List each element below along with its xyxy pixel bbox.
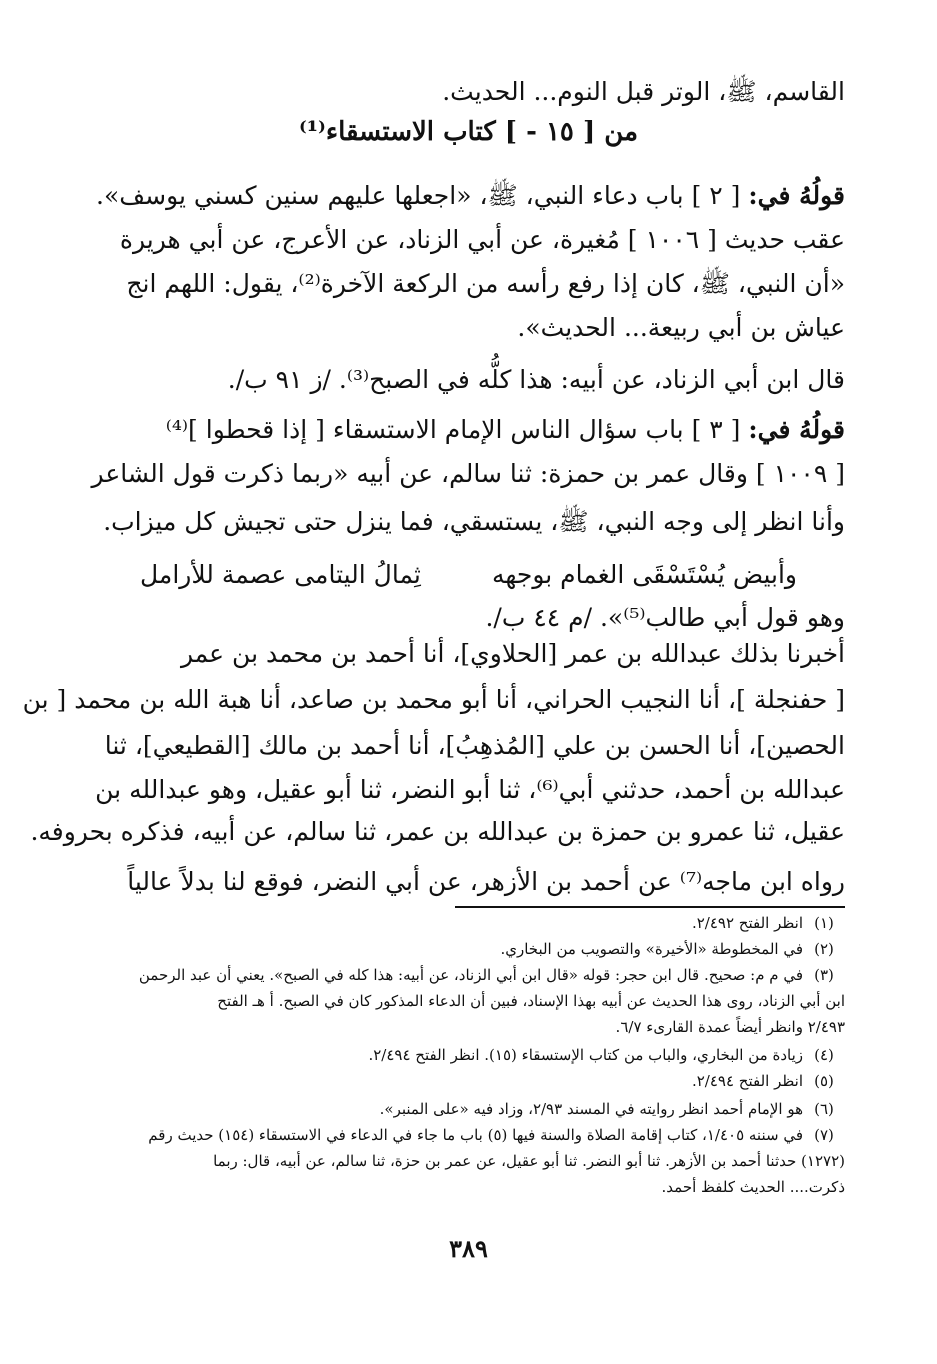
footnote-item <box>105 1122 845 1148</box>
paragraph-6-line-3: الحصين]، أنا الحسن بن علي [المُذهِبُ]، أنا أحمد بن مالك [القطيعي]، ثنا <box>104 731 845 760</box>
footnote-text: انظر الفتح ٢/٤٩٢. <box>691 914 803 932</box>
footnote-number: (٤) <box>814 1046 834 1064</box>
footnote-item <box>105 910 845 936</box>
chapter-heading: من [ ١٥ - ] كتاب الاستسقاء⁽¹⁾ <box>298 117 639 147</box>
page-number: ٣٨٩ <box>449 1234 488 1263</box>
footnote-item <box>105 1096 845 1122</box>
footnote-item <box>105 962 845 988</box>
footnote-continuation: ذكرت.... الحديث كلفظ أحمد. <box>661 1178 845 1196</box>
poem-hemistich-1: وأبيض يُسْتَسْقَى الغمام بوجهه <box>491 560 797 589</box>
footnote-text: زيادة من البخاري، والباب من كتاب الإستسقاء (١٥). انظر الفتح ٢/٤٩٤. <box>368 1046 803 1064</box>
paragraph-1-line-1 <box>96 181 845 210</box>
paragraph-2: قال ابن أبي الزناد، عن أبيه: هذا كلُّه في الصبح⁽³⁾. /ز ٩١ ب/. <box>227 365 845 394</box>
footnote-number: (١) <box>814 914 834 932</box>
paragraph-1-line-2: عقب حديث [ ١٠٠٦ ] مُغيرة، عن أبي الزناد، عن الأعرج، عن أبي هريرة <box>119 225 845 254</box>
footnote-text: في سننه ١/٤٠٥، كتاب إقامة الصلاة والسنة فيها (٥) باب ما جاء في الدعاء في الاستسقاء (١٥٤) حديث رقم <box>148 1126 803 1144</box>
paragraph-6-line-4: عبدالله بن أحمد، حدثني أبي⁽⁶⁾، ثنا أبو النضر، ثنا أبو عقيل، وهو عبدالله بن <box>95 775 845 804</box>
paragraph-4-line-2: وأنا انظر إلى وجه النبي، ﷺ، يستسقي، فما ينزل حتى تجيش كل ميزاب. <box>103 507 845 536</box>
footnote-number: (٣) <box>814 966 834 984</box>
footnote-text: في المخطوطة «الأخيرة» والتصويب من البخاري. <box>500 940 803 958</box>
top-line: القاسم، ﷺ، الوتر قبل النوم... الحديث. <box>442 77 845 106</box>
poem-hemistich-2: ثِمالُ اليتامى عصمة للأرامل <box>140 560 421 589</box>
paragraph-text: [ ٣ ] باب سؤال الناس الإمام الاستسقاء [ إذا قحطوا ]⁽⁴⁾ <box>165 415 741 444</box>
paragraph-text: [ ٢ ] باب دعاء النبي، ﷺ، «اجعلها عليهم سنين كسني يوسف». <box>96 181 741 210</box>
footnote-number: (٢) <box>814 940 834 958</box>
paragraph-7: رواه ابن ماجه⁽⁷⁾ عن أحمد بن الأزهر، عن أبي النضر، فوقع لنا بدلاً عالياً <box>127 867 845 896</box>
paragraph-1-line-3: «أن النبي، ﷺ، كان إذا رفع رأسه من الركعة الآخرة⁽²⁾، يقول: اللهم انج <box>126 269 845 298</box>
footnote-item <box>105 1068 845 1094</box>
footnote-number: (٦) <box>814 1100 834 1118</box>
footnote-continuation: ابن أبي الزناد، روى هذا الحديث عن أبيه بهذا الإسناد، فبين أن الدعاء المذكور كان في الصبح. أ هـ الفتح <box>217 992 845 1010</box>
footnote-number: (٧) <box>814 1126 834 1144</box>
footnote-text: في م م: صحيح. قال ابن حجر: قوله «قال ابن أبي الزناد، عن أبيه: هذا كله في الصبح». يعني أن عبد الرحمن <box>138 966 803 984</box>
footnote-text: هو الإمام أحمد انظر روايته في المسند ٢/٩٣، وزاد فيه «على المنبر». <box>379 1100 803 1118</box>
footnote-item <box>105 1042 845 1068</box>
paragraph-5: وهو قول أبي طالب⁽⁵⁾». /م ٤٤ ب/. <box>485 603 845 632</box>
paragraph-6-line-5: عقيل، ثنا عمرو بن حمزة بن عبدالله بن عمر، ثنا سالم، عن أبيه، فذكره بحروفه. <box>30 817 845 846</box>
paragraph-6-line-2: [ حفنجلة ]، أنا النجيب الحراني، أنا أبو محمد بن صاعد، أنا هبة الله بن محمد [ بن <box>22 685 845 714</box>
footnote-text: انظر الفتح ٢/٤٩٤. <box>691 1072 803 1090</box>
paragraph-3 <box>105 416 845 444</box>
paragraph-label: قولُهُ في: <box>748 181 845 210</box>
footnote-number: (٥) <box>814 1072 834 1090</box>
footnote-continuation: ٢/٤٩٣ وانظر أيضاً عمدة القارىء ٦/٧. <box>615 1018 845 1036</box>
paragraph-4-line-1: [ ١٠٠٩ ] وقال عمر بن حمزة: ثنا سالم، عن أبيه «ربما ذكرت قول الشاعر <box>91 459 845 488</box>
footnote-item <box>105 936 845 962</box>
footnote-continuation: (١٢٧٢) حدثنا أحمد بن الأزهر. ثنا أبو النضر. ثنا أبو عقيل، عن عمر بن حزة، ثنا سالم، عن أبيه، قال: ربما <box>213 1152 845 1170</box>
footnote-divider <box>455 906 845 908</box>
poem-verse <box>140 560 797 589</box>
paragraph-6-line-1: أخبرنا بذلك عبدالله بن عمر [الحلاوي]، أنا أحمد بن محمد بن عمر <box>180 639 845 668</box>
paragraph-label: قولُهُ في: <box>748 415 845 444</box>
paragraph-1-line-4: عياش بن أبي ربيعة... الحديث». <box>517 313 845 342</box>
